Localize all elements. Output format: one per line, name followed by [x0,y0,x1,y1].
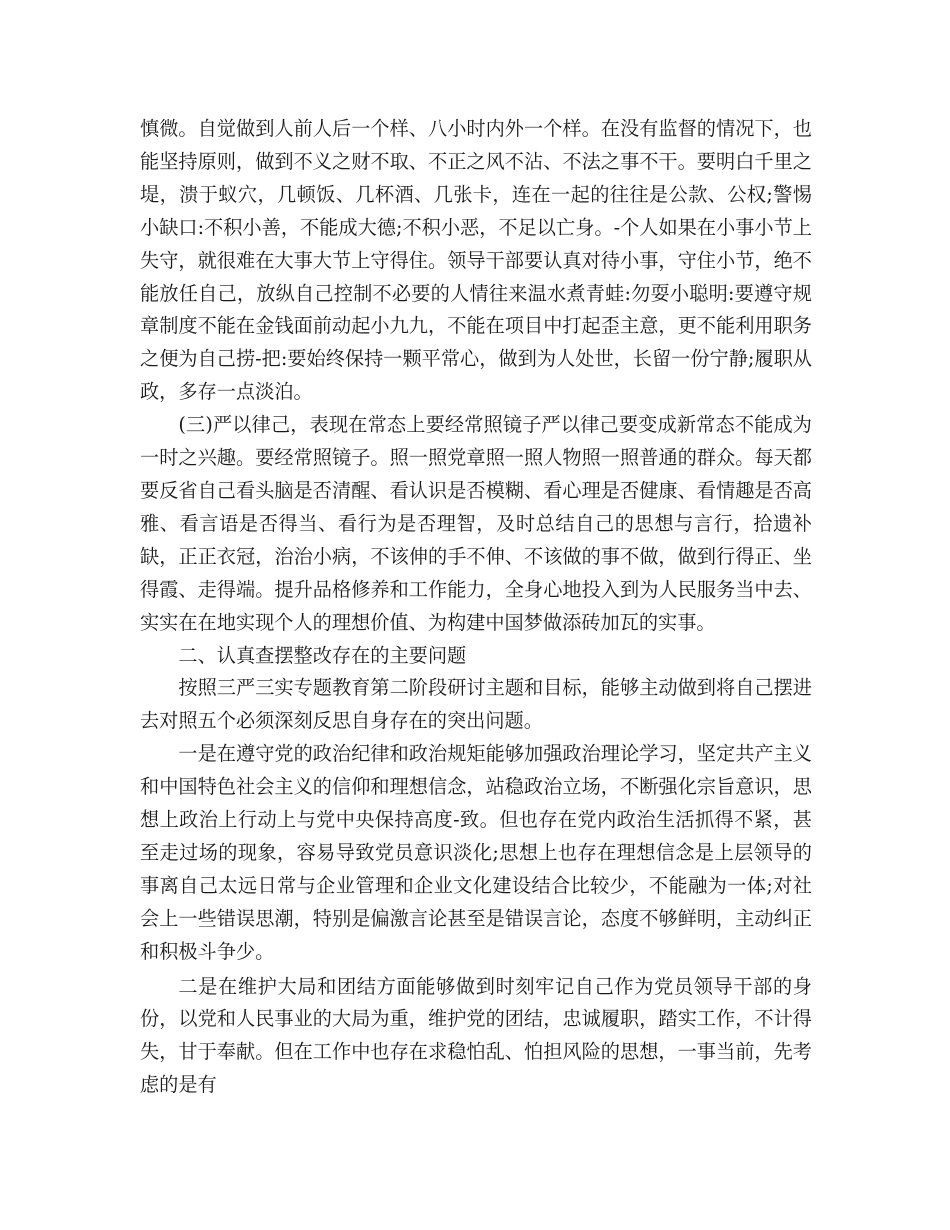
paragraph-continued: 慎微。自觉做到人前人后一个样、八小时内外一个样。在没有监督的情况下，也能坚持原则，做到不义之财不取、不正之风不沾、不法之事不干。要明白千里之堤，溃于蚁穴，几顿饭、几杯酒、几张卡，连在一起的往往是公款、公权;警惕小缺口:不积小善，不能成大德;不积小恶，不足以亡身。-个人如果在小事小节上失守，就很难在大事大节上守得住。领导干部要认真对待小事，守住小节，绝不能放任自己，放纵自己控制不必要的人情往来温水煮青蛙:勿耍小聪明:要遵守规章制度不能在金钱面前动起小九九，不能在项目中打起歪主意，更不能利用职务之便为自己捞-把:要始终保持一颗平常心，做到为人处世，长留一份宁静;履职从政，多存一点淡泊。 [140,117,812,404]
paragraph-intro: 按照三严三实专题教育第二阶段研讨主题和目标，能够主动做到将自己摆进去对照五个必须深刻反思自身存在的突出问题。 [140,676,812,733]
document-page [140,113,812,1102]
paragraph-self-discipline: (三)严以律己，表现在常态上要经常照镜子严以律己要变成新常态不能成为一时之兴趣。要经常照镜子。照一照党章照一照人物照一照普通的群众。每天都要反省自己看头脑是否清醒、看认识是否模糊、看心理是否健康、看情趣是否高雅、看言语是否得当、看行为是否理智，及时总结自己的思想与言行，拾遗补缺，正正衣冠，治治小病，不该伸的手不伸、不该做的事不做，做到行得正、坐得霞、走得端。提升品格修养和工作能力，全身心地投入到为人民服务当中去、实实在在地实现个人的理想价值、为构建中国梦做添砖加瓦的实事。 [140,413,812,634]
section-heading: 二、认真查摆整改存在的主要问题 [178,643,467,667]
paragraph-problem-one: 一是在遵守党的政治纪律和政治规矩能够加强政治理论学习，坚定共产主义和中国特色社会主义的信仰和理想信念，站稳政治立场，不断强化宗旨意识，思想上政治上行动上与党中央保持高度-致。但也存在党内政治生活抓得不紧，甚至走过场的现象，容易导致党员意识淡化;思想上也存在理想信念是上层领导的事离自己太远日常与企业管理和企业文化建设结合比较少，不能融为一体;对社会上一些错误思潮，特别是偏激言论甚至是错误言论，态度不够鲜明，主动纠正和积极斗争少。 [140,742,812,963]
paragraph-problem-two: 二是在维护大局和团结方面能够做到时刻牢记自己作为党员领导干部的身份，以党和人民事业的大局为重，维护党的团结，忠诚履职，踏实工作，不计得失，甘于奉献。但在工作中也存在求稳怕乱、怕担风险的思想，一事当前，先考虑的是有 [140,974,812,1097]
